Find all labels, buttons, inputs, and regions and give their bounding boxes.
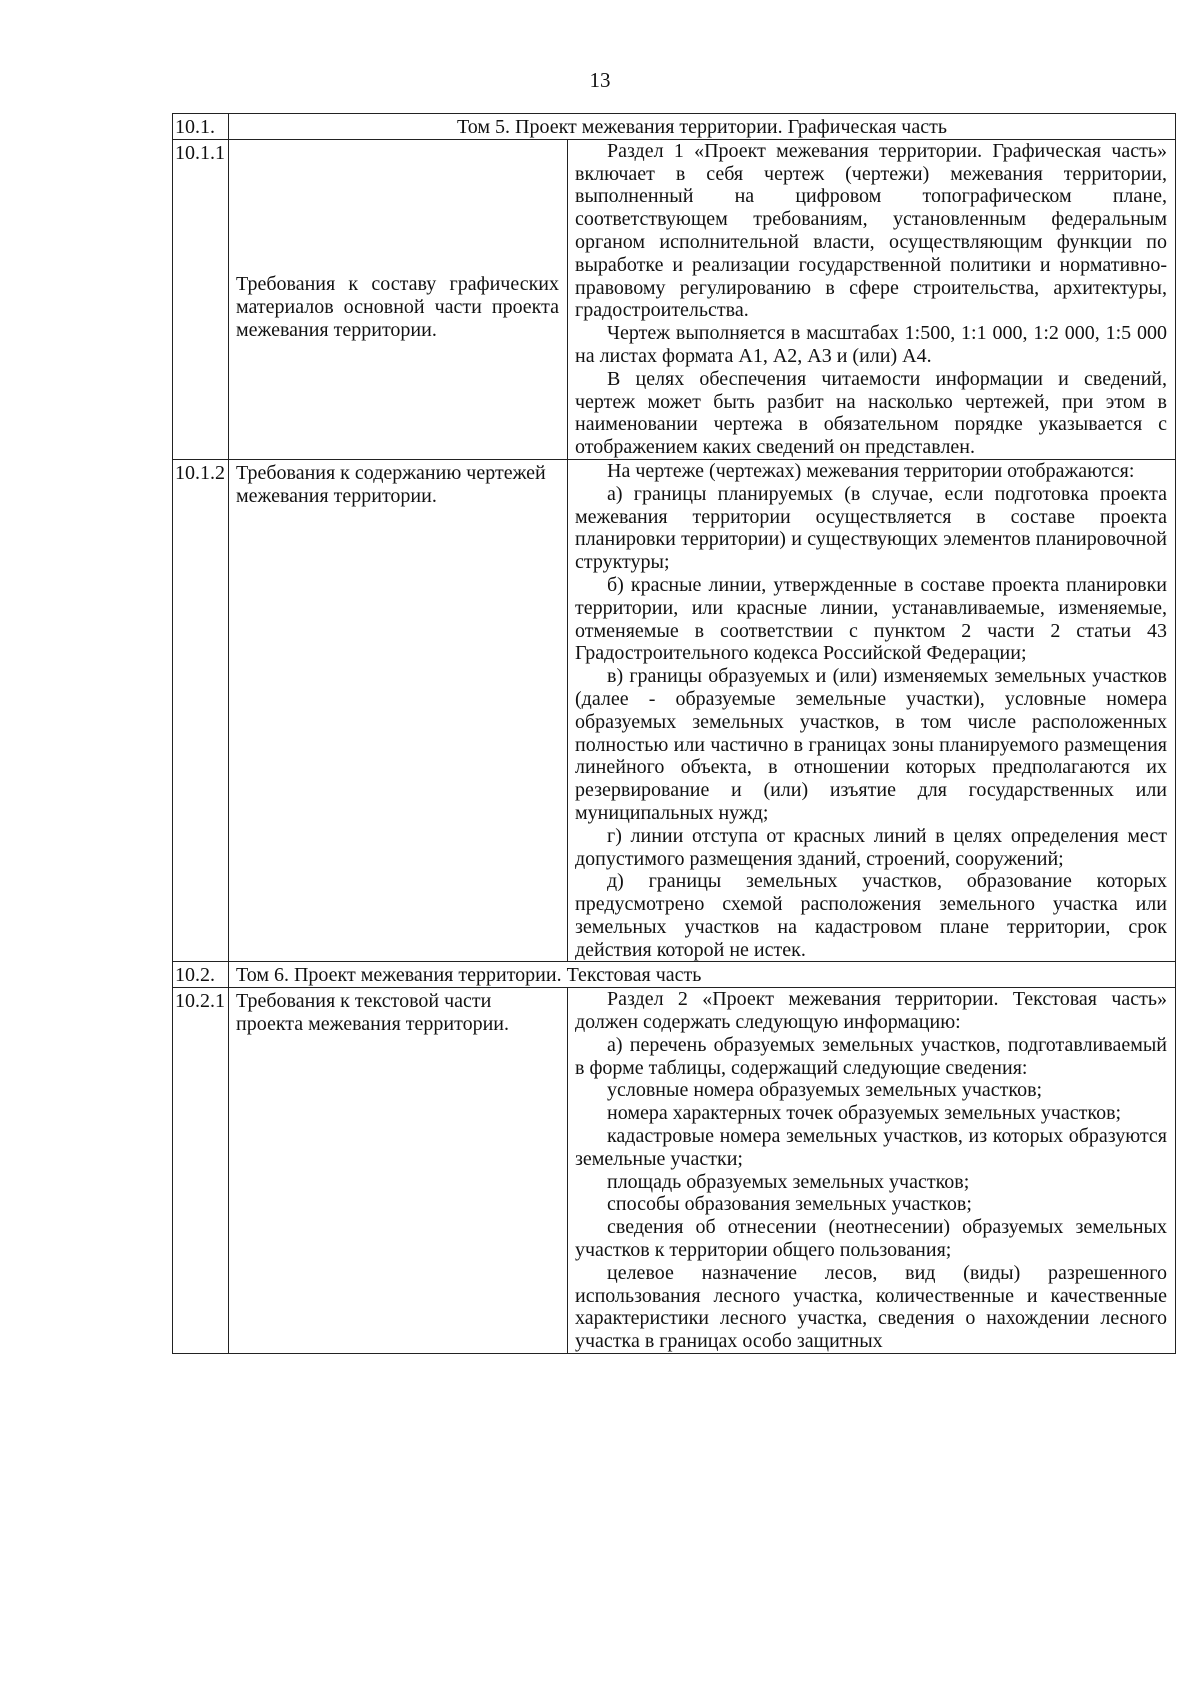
description-cell bbox=[568, 988, 1176, 1354]
requirement-cell bbox=[229, 139, 568, 459]
paragraph: б) красные линии, утвержденные в составе проекта планировки территории, или красные линии, устанавливаемые, изменяемые, отменяемые в соответствии с пунктом 2 части 2 статьи 43 Градостроительного кодекса Российской Федерации; bbox=[575, 573, 1167, 665]
paragraph: кадастровые номера земельных участков, из которых образуются земельные участки; bbox=[575, 1125, 1167, 1170]
paragraph: номера характерных точек образуемых земельных участков; bbox=[607, 1102, 1122, 1125]
requirement-text: Требования к содержанию чертежей межевания территории. bbox=[236, 461, 546, 507]
paragraph: способы образования земельных участков; bbox=[607, 1193, 972, 1216]
table-row-10-1-2 bbox=[173, 459, 1176, 962]
section-title: Том 6. Проект межевания территории. Текстовая часть bbox=[229, 962, 1176, 988]
paragraph: а) границы планируемых (в случае, если подготовка проекта межевания территории осуществляется в составе проекта планировки территории) и существующих элементов планировочной структуры; bbox=[575, 482, 1167, 574]
paragraph: площадь образуемых земельных участков; bbox=[607, 1170, 970, 1193]
table-row-10-1 bbox=[173, 114, 1176, 140]
row-number: 10.1.1 bbox=[173, 139, 229, 459]
paragraph: В целях обеспечения читаемости информации и сведений, чертеж может быть разбит на насколько чертежей, при этом в наименовании чертежа в обязательном порядке указывается с отображением каких сведений он представлен. bbox=[575, 367, 1167, 459]
requirement-text: Требования к составу графических материалов основной части проекта межевания территории. bbox=[236, 273, 559, 341]
row-number: 10.2.1 bbox=[173, 988, 229, 1354]
paragraph: Раздел 1 «Проект межевания территории. Графическая часть» включает в себя чертеж (чертежи) межевания территории, выполненный на цифровом топографическом плане, соответствующем требованиям, установленным федеральным органом исполнительной власти, осуществляющим функции по выработке и реализации государственной политики и нормативно-правовому регулированию в сфере строительства, архитектуры, градостроительства. bbox=[575, 139, 1167, 322]
paragraph: д) границы земельных участков, образование которых предусмотрено схемой расположения земельного участка или земельных участков на кадастровом плане территории, срок действия которой не истек. bbox=[575, 870, 1167, 961]
paragraph: Чертеж выполняется в масштабах 1:500, 1:1 000, 1:2 000, 1:5 000 на листах формата А1, А2, А3 и (или) А4. bbox=[575, 322, 1167, 367]
section-title: Том 5. Проект межевания территории. Графическая часть bbox=[229, 114, 1176, 140]
paragraph: На чертеже (чертежах) межевания территории отображаются: bbox=[607, 459, 1135, 482]
paragraph: целевое назначение лесов, вид (виды) разрешенного использования лесного участка, количественные и качественные характеристики лесного участка, сведения о нахождении лесного участка в границах особо защитных bbox=[575, 1261, 1167, 1353]
requirement-cell bbox=[229, 988, 568, 1354]
paragraph: г) линии отступа от красных линий в целях определения мест допустимого размещения зданий, строений, сооружений; bbox=[575, 824, 1167, 870]
description-cell bbox=[568, 459, 1176, 962]
description-cell bbox=[568, 139, 1176, 459]
requirement-text: Требования к текстовой части проекта межевания территории. bbox=[236, 990, 509, 1036]
paragraph: в) границы образуемых и (или) изменяемых земельных участков (далее - образуемые земельные участки), условные номера образуемых земельных участков, в том числе расположенных полностью или частично в границах зоны планируемого размещения линейного объекта, в отношении которых предполагаются их резервирование и (или) изъятие для государственных или муниципальных нужд; bbox=[575, 665, 1167, 824]
row-number: 10.1. bbox=[173, 114, 229, 140]
table-row-10-2-1 bbox=[173, 988, 1176, 1354]
table-row-10-1-1 bbox=[173, 139, 1176, 459]
row-number: 10.2. bbox=[173, 962, 229, 988]
table-row-10-2 bbox=[173, 962, 1176, 988]
row-number: 10.1.2 bbox=[173, 459, 229, 962]
paragraph: сведения об отнесении (неотнесении) образуемых земельных участков к территории общего пользования; bbox=[575, 1216, 1167, 1262]
paragraph: Раздел 2 «Проект межевания территории. Текстовая часть» должен содержать следующую информацию: bbox=[575, 988, 1167, 1034]
paragraph: а) перечень образуемых земельных участков, подготавливаемый в форме таблицы, содержащий следующие сведения: bbox=[575, 1033, 1167, 1079]
requirement-cell bbox=[229, 459, 568, 962]
paragraph: условные номера образуемых земельных участков; bbox=[607, 1079, 1043, 1102]
requirements-table bbox=[172, 113, 1176, 1354]
page-number: 13 bbox=[589, 68, 611, 92]
